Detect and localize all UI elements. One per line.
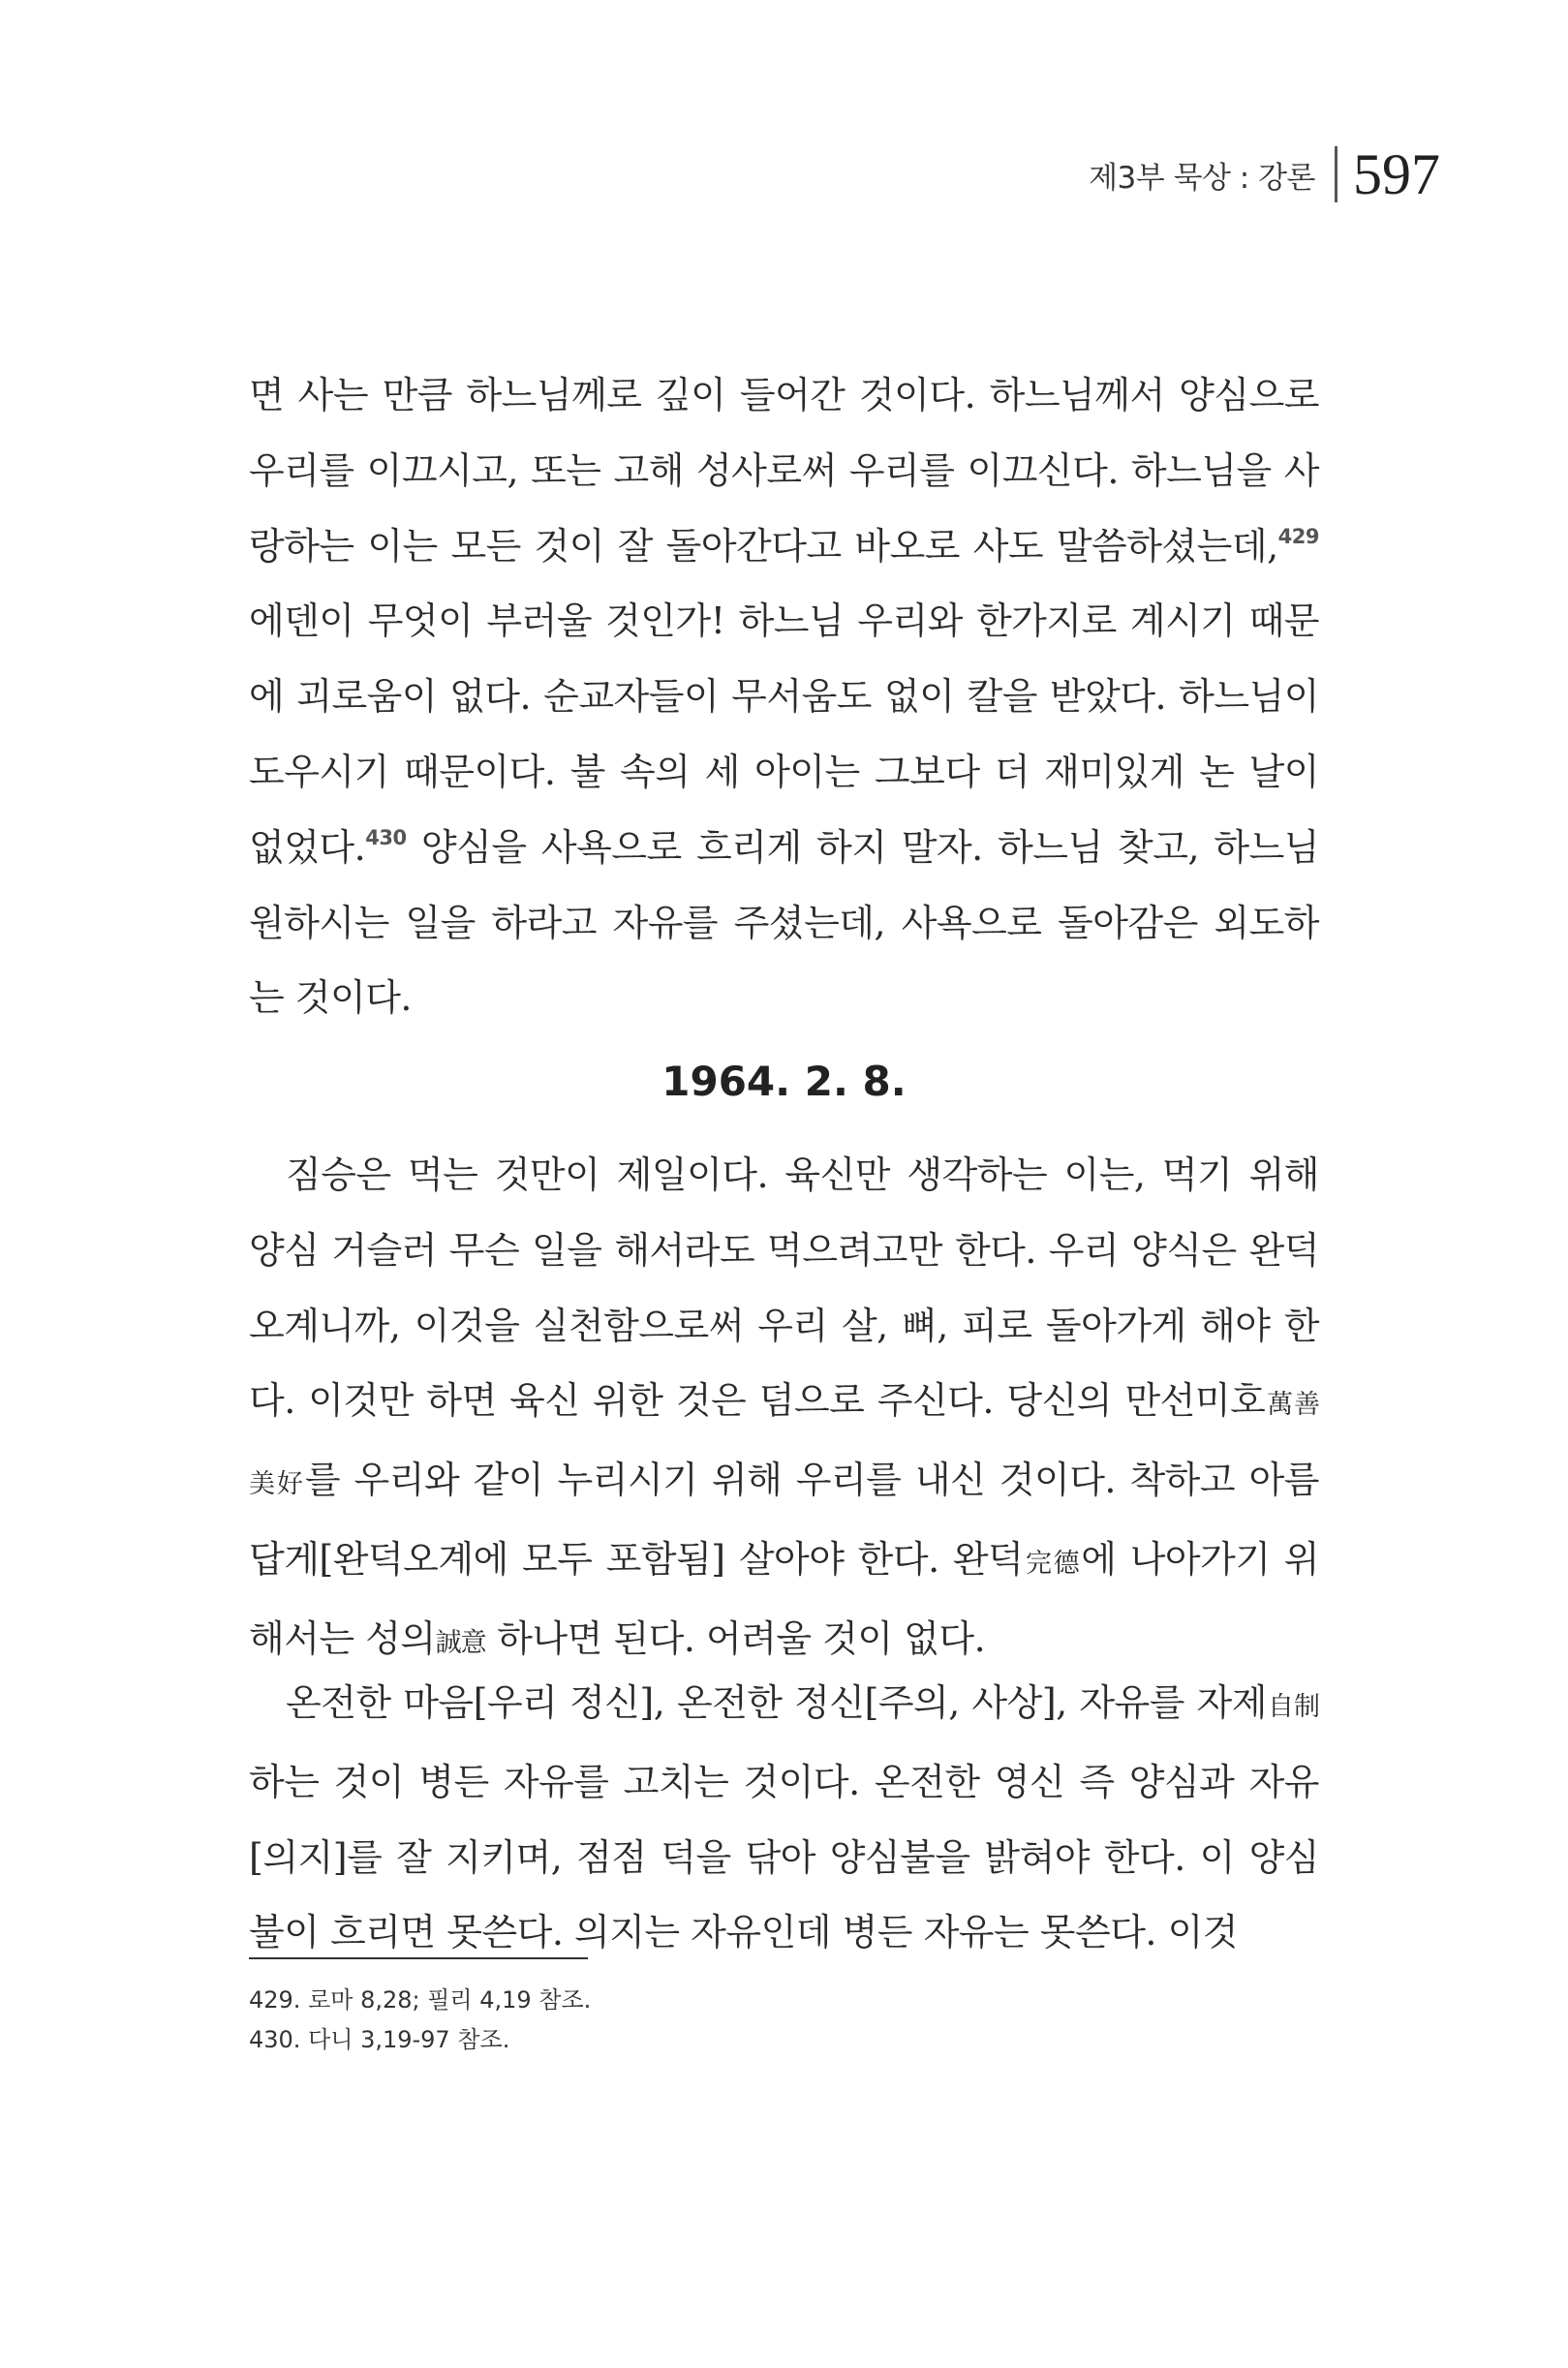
- hanja-annotation: 萬善美好: [249, 1390, 1319, 1500]
- page-number: 597: [1353, 142, 1440, 206]
- paragraph-3-text-1: 온전한 마음[우리 정신], 온전한 정신[주의, 사상], 자유를 자제: [286, 1681, 1267, 1724]
- header-divider: [1335, 146, 1337, 202]
- footnote-429: 429. 로마 8,28; 필리 4,19 참조.: [249, 1986, 592, 2014]
- paragraph-2: [249, 1138, 1319, 1681]
- footnote-divider: [249, 1957, 588, 1959]
- footnote-ref-430[interactable]: 430: [365, 825, 407, 849]
- paragraph-2-text-1: 짐승은 먹는 것만이 제일이다. 육신만 생각하는 이는, 먹기 위해 양심 거슬러 무슨 일을 해서라도 먹으려고만 한다. 우리 양식은 완덕오계니까, 이것을 실천함으로써 우리 살, 뼈, 피로 돌아가게 해야 한다. 이것만 하면 육신 위한 것은 덤으로 주신다. 당신의 만선미호: [249, 1153, 1319, 1423]
- section-heading-date: 1964. 2. 8.: [661, 1058, 907, 1105]
- paragraph-2-text-4: 하나면 된다. 어려울 것이 없다.: [485, 1616, 986, 1660]
- running-header: [1089, 142, 1440, 206]
- paragraph-2-text-3: 에 나아가기 위해서는 성의: [249, 1537, 1319, 1660]
- paragraph-3: [249, 1666, 1319, 1971]
- paragraph-2-text-2: 를 우리와 같이 누리시기 위해 우리를 내신 것이다. 착하고 아름답게[완덕오계에 모두 포함됨] 살아야 한다. 완덕: [249, 1459, 1320, 1581]
- hanja-annotation: 完德: [1023, 1548, 1082, 1579]
- paragraph-3-text-2: 하는 것이 병든 자유를 고치는 것이다. 온전한 영신 즉 양심과 자유[의지]를 잘 지키며, 점점 덕을 닦아 양심불을 밝혀야 한다. 이 양심불이 흐리면 못쓴다. 의지는 자유인데 병든 자유는 못쓴다. 이것: [249, 1760, 1319, 1954]
- hanja-annotation: 誠意: [435, 1627, 486, 1658]
- footnote-ref-429[interactable]: 429: [1277, 524, 1319, 548]
- footnote-430: 430. 다니 3,19-97 참조.: [249, 2026, 510, 2053]
- section-title: 제3부 묵상 : 강론: [1089, 160, 1315, 196]
- paragraph-1: [249, 358, 1319, 1036]
- paragraph-1-text-3: 양심을 사욕으로 흐리게 하지 말자. 하느님 찾고, 하느님 원하시는 일을 하라고 자유를 주셨는데, 사욕으로 돌아감은 외도하는 것이다.: [249, 825, 1319, 1020]
- hanja-annotation: 自制: [1266, 1692, 1319, 1722]
- footnotes: [249, 1981, 591, 2060]
- paragraph-1-text-2: 에덴이 무엇이 부러울 것인가! 하느님 우리와 한가지로 계시기 때문에 괴로움이 없다. 순교자들이 무서움도 없이 칼을 받았다. 하느님이 도우시기 때문이다. 불 속의 세 아이는 그보다 더 재미있게 논 날이 없었다.: [249, 600, 1319, 869]
- paragraph-1-text-1: 면 사는 만큼 하느님께로 깊이 들어간 것이다. 하느님께서 양심으로 우리를 이끄시고, 또는 고해 성사로써 우리를 이끄신다. 하느님을 사랑하는 이는 모든 것이 잘 돌아간다고 바오로 사도 말씀하셨는데,: [249, 374, 1319, 568]
